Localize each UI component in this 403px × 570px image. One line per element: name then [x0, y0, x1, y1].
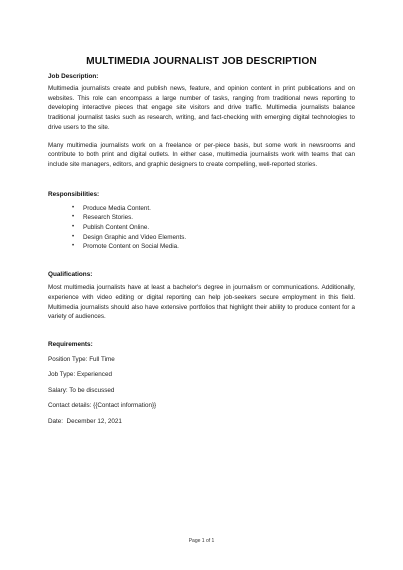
job-description-paragraph-1: Multimedia journalists create and publish news, feature, and opinion content in print publications and on websites. This role can encompass a large number of tasks, ranging from traditional news reporting to developing interactive pieces that engage site visitors and drive traffic. Multimedia journalists balance traditional journalist tasks such as research, writing, and fact-checking with emerging digital technologies to drive users to the site. [48, 85, 355, 131]
bullet-icon: • [72, 243, 75, 250]
responsibilities-list [48, 204, 355, 253]
requirement-salary: Salary: To be discussed [48, 386, 115, 394]
bullet-icon: • [72, 214, 75, 221]
bullet-icon: • [72, 224, 75, 231]
requirement-job-type: Job Type: Experienced [48, 371, 112, 379]
job-description-heading: Job Description: [48, 73, 99, 80]
list-item: • Research Stories. [72, 214, 134, 222]
page-footer: Page 1 of 1 [188, 538, 215, 544]
requirement-date: Date: December 12, 2021 [48, 417, 122, 425]
list-item: • Produce Media Content. [72, 204, 151, 212]
list-item: • Design Graphic and Video Elements. [72, 233, 187, 241]
qualifications-paragraph: Most multimedia journalists have at least a bachelor's degree in journalism or communications. Additionally, experience with video editing or digital reporting can help job-seekers secure employment in this field. Multimedia journalists should also have extensive portfolios that highlight their ability to produce content for a variety of audiences. [48, 284, 355, 321]
requirement-position-type: Position Type: Full Time [48, 355, 115, 363]
responsibilities-heading: Responsibilities: [48, 190, 100, 198]
bullet-icon: • [72, 233, 75, 240]
qualifications-heading: Qualifications: [48, 271, 93, 279]
requirements-heading: Requirements: [48, 340, 93, 348]
job-description-paragraph-2: Many multimedia journalists work on a freelance or per-piece basis, but some work in newsrooms and contribute to both print and digital outlets. In either case, multimedia journalists work with teams that can include site managers, editors, and graphic designers to create compelling, well-reported stories. [48, 141, 355, 168]
bullet-icon: • [72, 204, 75, 211]
document-title: MULTIMEDIA JOURNALIST JOB DESCRIPTION [86, 56, 317, 67]
list-item: • Promote Content on Social Media. [72, 243, 179, 251]
list-item: • Publish Content Online. [72, 224, 150, 232]
requirement-contact-details: Contact details: {{Contact information}} [48, 402, 157, 410]
